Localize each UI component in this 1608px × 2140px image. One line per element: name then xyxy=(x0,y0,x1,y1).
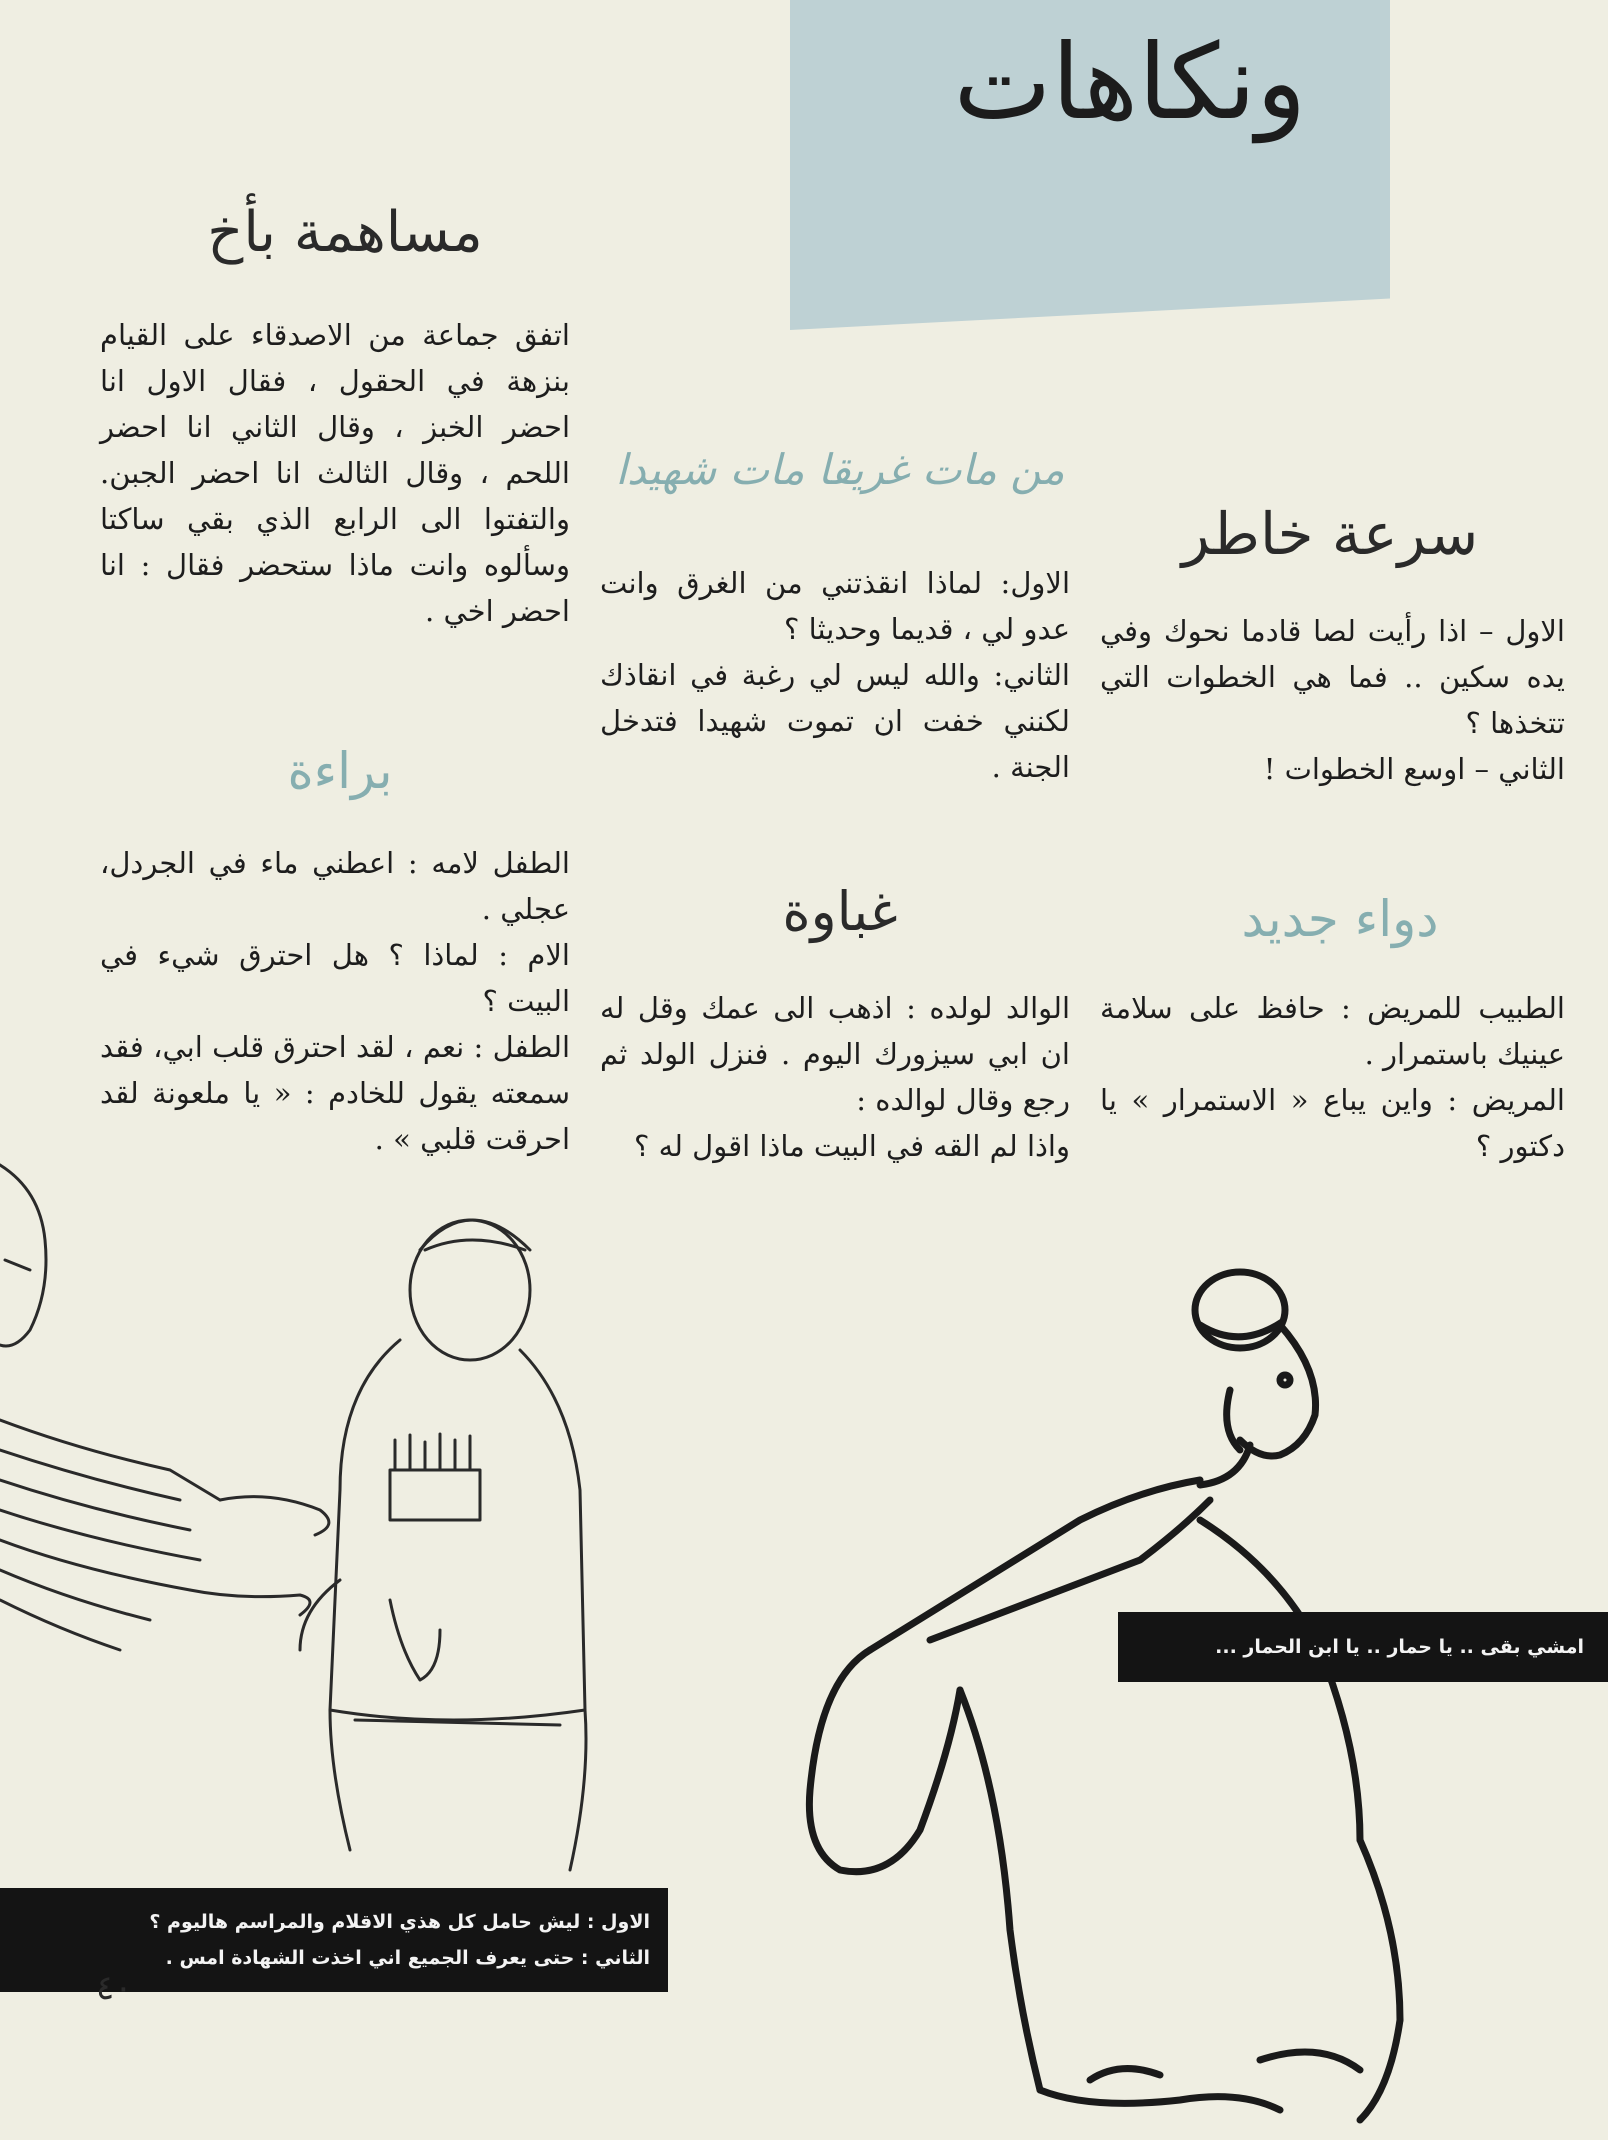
paragraph: المريض : واين يباع « الاستمرار » يا دكتور ؟ xyxy=(1100,1083,1565,1163)
paragraph: واذا لم القه في البيت ماذا اقول له ؟ xyxy=(633,1129,1070,1163)
heading-new-medicine: دواء جديد xyxy=(1241,890,1439,948)
caption-line: امشي بقى .. يا حمار .. يا ابن الحمار ... xyxy=(1215,1636,1584,1658)
paragraph: الثاني: والله ليس لي رغبة في انقاذك لكنني خفت ان تموت شهيدا فتدخل الجنة . xyxy=(600,658,1070,784)
text-contribution xyxy=(100,312,570,634)
caption-donkey xyxy=(1118,1612,1608,1682)
heading-quick-wit: سرعة خاطر xyxy=(1181,500,1479,568)
paragraph: الثاني – اوسع الخطوات ! xyxy=(1263,752,1565,786)
boy-with-pens-illustration xyxy=(0,1150,620,1890)
page-number: ٤٠ xyxy=(96,1968,133,2008)
text-quick-wit xyxy=(1100,608,1565,792)
paragraph: الام : لماذا ؟ هل احترق شيء في البيت ؟ xyxy=(100,938,570,1018)
paragraph: الطفل : نعم ، لقد احترق قلب ابي، فقد سمعته يقول للخادم : « يا ملعونة لقد احرقت قلبي » . xyxy=(100,1030,570,1156)
paragraph: الاول: لماذا انقذتني من الغرق وانت عدو لي ، قديما وحديثا ؟ xyxy=(600,566,1070,646)
heading-martyr: من مات غريقا مات شهيدا xyxy=(615,445,1065,494)
heading-contribution: مساهمة بأخ xyxy=(207,200,483,265)
paragraph: الطفل لامه : اعطني ماء في الجردل، عجلي . xyxy=(100,846,570,926)
text-innocence xyxy=(100,840,570,1162)
text-martyr xyxy=(600,560,1070,790)
text-new-medicine xyxy=(1100,985,1565,1169)
caption-line: الثاني : حتى يعرف الجميع اني اخذت الشهادة امس . xyxy=(165,1947,650,1969)
caption-line: الاول : ليش حامل كل هذي الاقلام والمراسم هاليوم ؟ xyxy=(149,1911,650,1933)
heading-innocence: براءة xyxy=(287,742,393,800)
text-stupidity xyxy=(600,985,1070,1169)
paragraph: الاول – اذا رأيت لصا قادما نحوك وفي يده سكين .. فما هي الخطوات التي تتخذها ؟ xyxy=(1100,614,1565,740)
paragraph: اتفق جماعة من الاصدقاء على القيام بنزهة في الحقول ، فقال الاول انا احضر الخبز ، وقال الثاني انا احضر اللحم ، وقال الثالث انا احضر الجبن. والتفتوا الى الرابع الذي بقي ساكتا وسألوه وانت ماذا ستحضر فقال : انا احضر اخي . xyxy=(100,318,570,628)
donkey-pusher-illustration xyxy=(760,1230,1608,2140)
paragraph: الطبيب للمريض : حافظ على سلامة عينيك باستمرار . xyxy=(1100,991,1565,1071)
page-title: ونكاهات xyxy=(953,21,1307,143)
heading-stupidity: غباوة xyxy=(782,880,898,943)
paragraph: الوالد لولده : اذهب الى عمك وقل له ان ابي سيزورك اليوم . فنزل الولد ثم رجع وقال لوالده : xyxy=(600,991,1070,1117)
